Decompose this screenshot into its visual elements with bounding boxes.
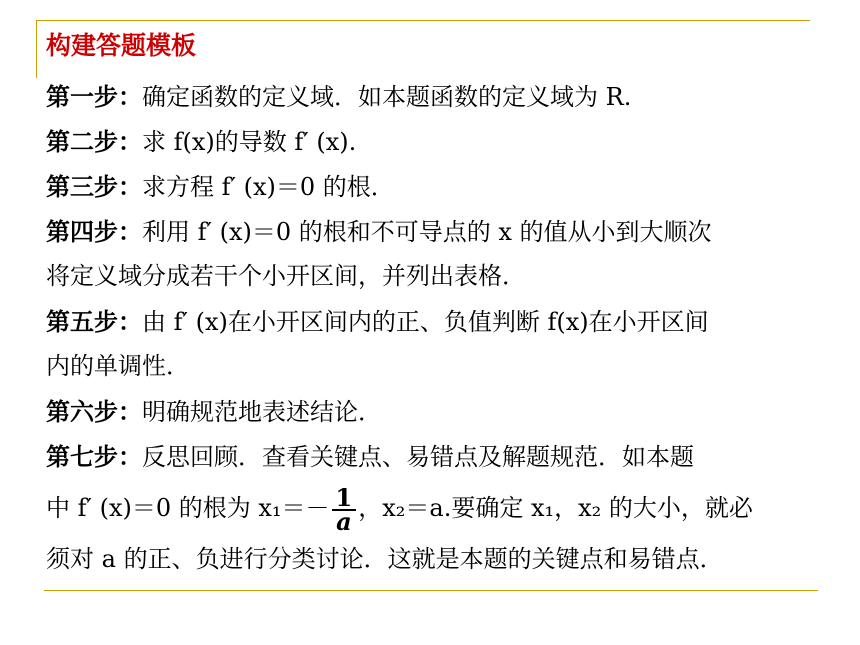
step-2	[46, 119, 818, 164]
step-text: 求方程 f′ (x)＝0 的根．	[142, 173, 395, 201]
fraction-denominator: a	[336, 506, 352, 536]
content	[46, 74, 818, 582]
step-label: 第四步：	[46, 217, 142, 246]
step-text: 明确规范地表述结论．	[142, 398, 382, 426]
step-7-text-after: ，x₂＝a.要确定 x₁，x₂ 的大小，就必	[358, 494, 753, 522]
fraction	[332, 482, 357, 536]
step-text: 反思回顾．查看关键点、易错点及解题规范．如本题	[142, 443, 694, 471]
bottom-rule	[44, 590, 818, 591]
step-5-continuation: 内的单调性．	[46, 352, 190, 380]
step-label: 第二步：	[46, 127, 142, 156]
step-5	[46, 299, 818, 344]
step-4-continuation: 将定义域分成若干个小开区间，并列出表格．	[46, 262, 526, 290]
step-label: 第六步：	[46, 397, 142, 426]
step-text: 确定函数的定义域．如本题函数的定义域为 R.	[142, 83, 632, 111]
step-text: 求 f(x)的导数 f′ (x).	[142, 128, 357, 156]
heading: 构建答题模板	[46, 31, 197, 60]
step-7-continuation-2: 须对 a 的正、负进行分类讨论．这就是本题的关键点和易错点．	[46, 545, 724, 573]
step-7-continuation	[46, 479, 818, 537]
step-label: 第三步：	[46, 172, 142, 201]
step-text: 利用 f′ (x)＝0 的根和不可导点的 x 的值从小到大顺次	[142, 218, 712, 246]
step-label: 第七步：	[46, 442, 142, 471]
step-6	[46, 389, 818, 434]
step-label: 第五步：	[46, 307, 142, 336]
left-rule	[36, 20, 37, 78]
top-rule	[36, 20, 810, 21]
step-4	[46, 209, 818, 254]
step-1	[46, 74, 818, 119]
step-7-text-before: 中 f′ (x)＝0 的根为 x₁＝－	[46, 494, 330, 522]
fraction-numerator: 1	[332, 487, 357, 511]
step-7	[46, 434, 818, 479]
step-text: 由 f′ (x)在小开区间内的正、负值判断 f(x)在小开区间	[142, 308, 709, 336]
step-label: 第一步：	[46, 82, 142, 111]
step-3	[46, 164, 818, 209]
